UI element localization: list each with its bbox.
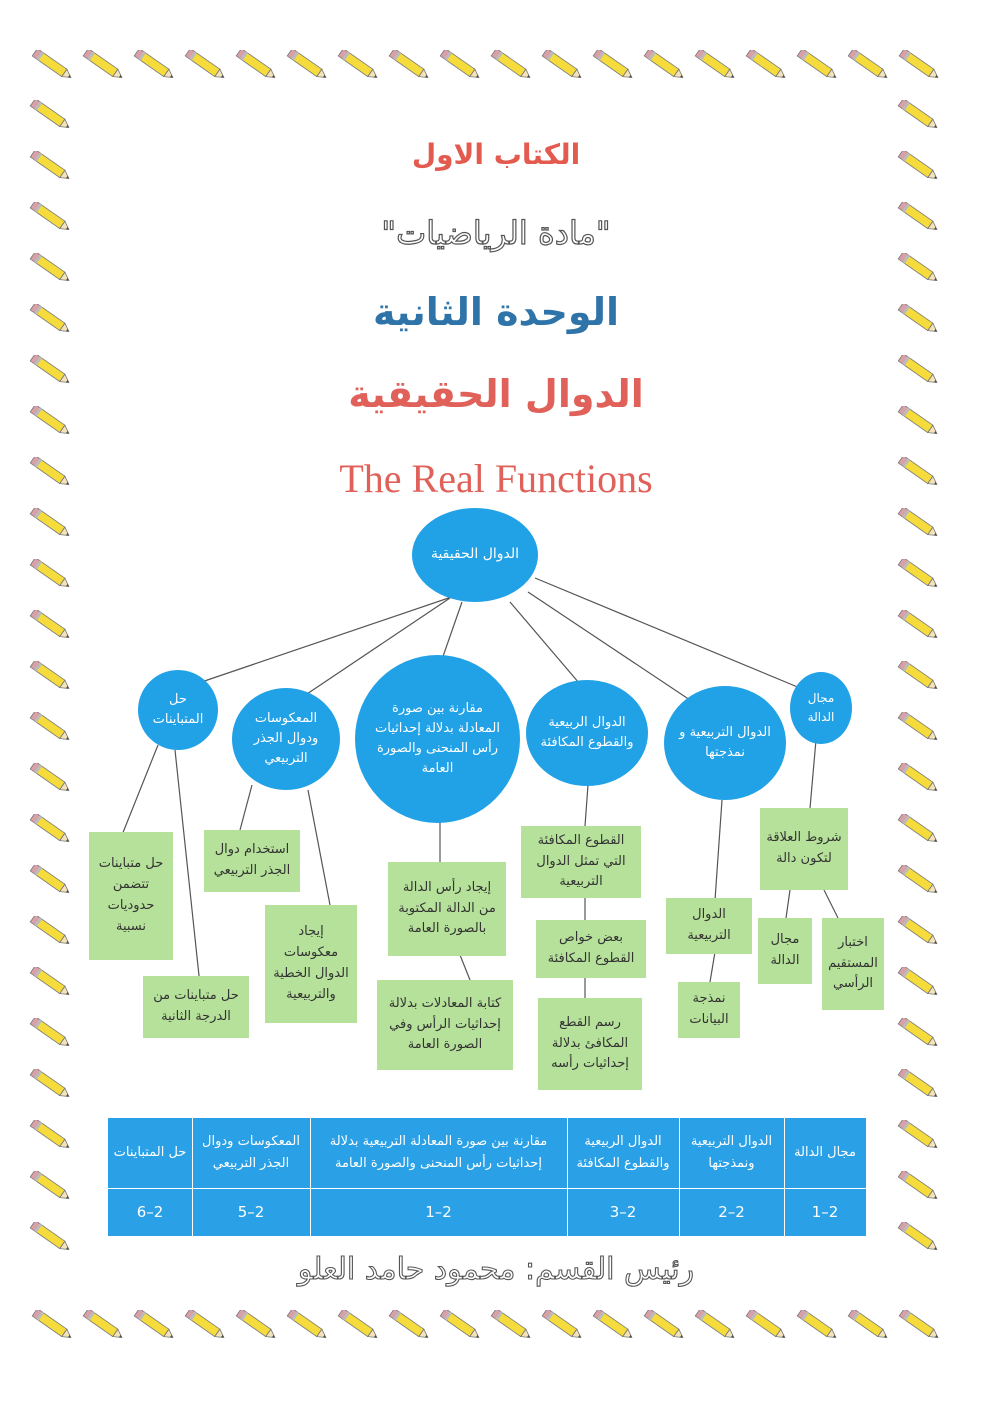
box-write-equations: كتابة المعادلات بدلالة إحداثيات الرأس وفي الصورة العامة bbox=[377, 980, 513, 1070]
book-title: الكتاب الاول bbox=[411, 138, 581, 171]
table-code-cell: 2–6 bbox=[136, 1202, 164, 1221]
node-domain: مجال الدالة bbox=[790, 672, 852, 744]
box-domain-fn: مجال الدالة bbox=[758, 918, 812, 984]
box-second-degree: حل متباينات من الدرجة الثانية bbox=[143, 976, 249, 1038]
table-header-cell: حل المتباينات bbox=[113, 1144, 187, 1160]
box-quadratic-fns: الدوال التربيعية bbox=[666, 898, 752, 954]
box-parabola-properties: بعض خواص القطوع المكافئة bbox=[536, 920, 646, 978]
box-use-sqrt: استخدام دوال الجذر التربيعي bbox=[204, 830, 300, 892]
box-relation-conditions: شروط العلاقة لتكون دالة bbox=[760, 808, 848, 890]
node-quadratic-models: الدوال التربيعية و نمذجتها bbox=[664, 686, 786, 800]
chapter-title-en: The Real Functions bbox=[339, 456, 653, 501]
table-code-cell: 2–3 bbox=[609, 1202, 637, 1221]
node-inverses: المعكوسات ودوال الجذر التربيعي bbox=[232, 688, 340, 790]
box-abs-inequalities: حل متباينات تتضمن حدوديات نسبية bbox=[89, 832, 173, 960]
node-compare: مقارنة بين صورة المعادلة بدلالة إحداثيات رأس المنحنى والصورة العامة bbox=[355, 655, 520, 823]
table-code-cell: 2–1 bbox=[811, 1202, 839, 1221]
table-code-cell: 2–5 bbox=[237, 1202, 265, 1221]
node-radical-parabola: الدوال الربيعية والقطوع المكافئة bbox=[526, 680, 648, 786]
table-header-cell: الدوال الربيعية والقطوع المكافئة bbox=[576, 1133, 670, 1171]
table-code-cell: 2–2 bbox=[718, 1202, 745, 1221]
table-header-cell: مجال الدالة bbox=[794, 1144, 856, 1160]
chapter-title-ar: الدوال الحقيقية bbox=[348, 372, 644, 416]
box-find-inverses: إيجاد معكوسات الدوال الخطية والتربيعية bbox=[265, 905, 357, 1023]
table-header-cell: الدوال التربيعية ونمذجتها bbox=[690, 1133, 773, 1171]
unit-title: الوحدة الثانية bbox=[372, 290, 620, 334]
table-header-cell: مقارنة بين صورة المعادلة التربيعية بدلالة إحداثيات رأس المنحنى والصورة العامة bbox=[329, 1133, 548, 1171]
node-inequalities: حل المتباينات bbox=[138, 670, 218, 750]
subject-title: "مادة الرياضيات" bbox=[381, 214, 611, 252]
box-data-modeling: نمذجة البيانات bbox=[678, 982, 740, 1038]
department-head: رئيس القسم: محمود حامد العلو bbox=[297, 1252, 695, 1287]
table-code-cell: 2–1 bbox=[425, 1202, 452, 1221]
box-vertical-line-test: اختبار المستقيم الرأسي bbox=[822, 918, 884, 1010]
box-parabola-graph: رسم القطع المكافئ بدلالة إحداثيات رأسه bbox=[538, 998, 642, 1090]
root-node: الدوال الحقيقية bbox=[412, 508, 538, 602]
lessons-table bbox=[108, 1118, 866, 1236]
box-find-vertex: إيجاد رأس الدالة من الدالة المكتوبة بالصورة العامة bbox=[388, 862, 506, 956]
table-header-cell: المعكوسات ودوال الجذر التربيعي bbox=[202, 1133, 300, 1171]
box-parabola-quadratic: القطوع المكافئة التي تمثل الدوال التربيعية bbox=[521, 826, 641, 898]
